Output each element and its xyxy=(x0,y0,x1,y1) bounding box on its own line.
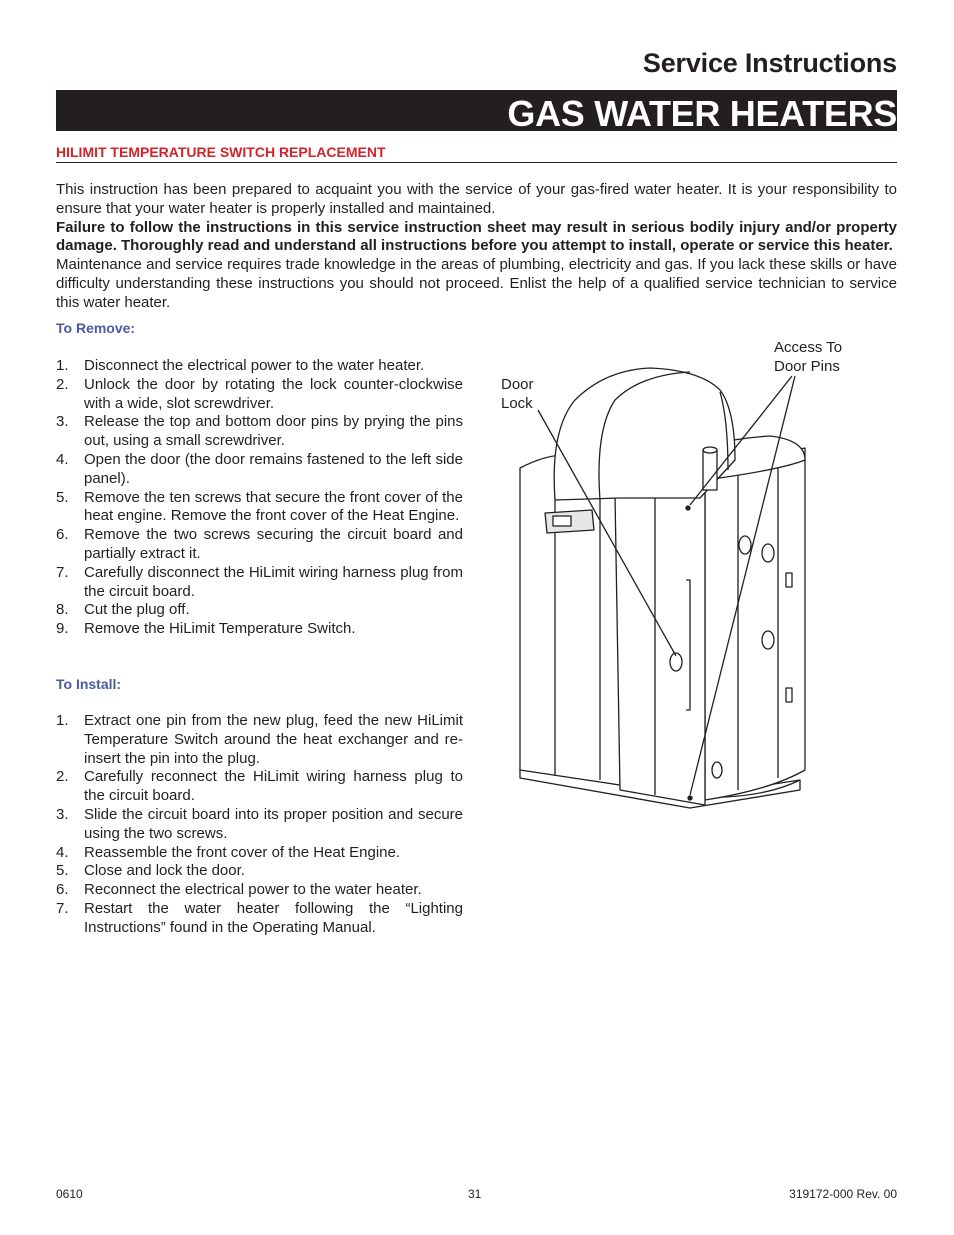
remove-step xyxy=(56,489,463,527)
install-heading: To Install: xyxy=(56,676,122,692)
intro-paragraph: This instruction has been prepared to acquaint you with the service of your gas-fired water heater. It is your responsibility to ensure that your water heater is properly installed and maintained. xyxy=(56,181,897,217)
page-number: 31 xyxy=(468,1187,482,1201)
water-heater-illustration xyxy=(480,330,843,830)
install-steps-list xyxy=(56,712,463,938)
step-text: Cut the plug off. xyxy=(84,601,190,619)
step-text: Unlock the door by rotating the lock counter-clockwise with a wide, slot screwdriver. xyxy=(84,375,463,412)
intro-text xyxy=(56,181,897,313)
step-number: 6. xyxy=(56,526,69,544)
remove-heading: To Remove: xyxy=(56,320,136,336)
remove-step xyxy=(56,376,463,414)
step-text: Remove the two screws securing the circuit board and partially extract it. xyxy=(84,526,463,562)
install-step xyxy=(56,712,463,768)
install-step xyxy=(56,806,463,844)
remove-step xyxy=(56,564,463,602)
vent-pipe xyxy=(703,450,717,490)
footer-doc-number: 319172-000 Rev. 00 xyxy=(789,1187,897,1201)
step-text: Carefully disconnect the HiLimit wiring harness plug from the circuit board. xyxy=(84,563,463,600)
step-number: 5. xyxy=(56,488,69,506)
remove-steps-list xyxy=(56,357,463,639)
step-text: Reassemble the front cover of the Heat Engine. xyxy=(84,843,401,861)
step-number: 7. xyxy=(56,899,69,917)
step-number: 2. xyxy=(56,768,69,786)
install-step xyxy=(56,881,463,900)
step-text: Release the top and bottom door pins by prying the pins out, using a small screwdriver. xyxy=(84,413,463,450)
install-step xyxy=(56,768,463,806)
warning-text: Failure to follow the instructions in this service instruction sheet may result in serious bodily injury and/or property damage. Thoroughly read and understand all instructions before you attempt to install, operate or service this heater. xyxy=(56,218,897,255)
step-number: 5. xyxy=(56,862,69,880)
step-number: 3. xyxy=(56,805,69,823)
step-text: Remove the HiLimit Temperature Switch. xyxy=(84,620,356,638)
warning-paragraph xyxy=(56,219,897,257)
page-subtitle: Service Instructions xyxy=(642,48,897,78)
section-heading: HILIMIT TEMPERATURE SWITCH REPLACEMENT xyxy=(56,144,897,163)
step-text: Disconnect the electrical power to the water heater. xyxy=(84,357,425,374)
door-lock-label-line2: Lock xyxy=(501,395,533,412)
install-step xyxy=(56,900,463,938)
step-number: 1. xyxy=(56,357,69,374)
access-pins-label-line2: Door Pins xyxy=(774,358,840,375)
step-number: 9. xyxy=(56,620,69,638)
step-number: 4. xyxy=(56,450,69,468)
door-pin-top xyxy=(686,506,690,510)
step-text: Carefully reconnect the HiLimit wiring harness plug to the circuit board. xyxy=(84,768,463,805)
step-number: 3. xyxy=(56,413,69,431)
install-step xyxy=(56,862,463,881)
step-number: 8. xyxy=(56,601,69,619)
step-number: 2. xyxy=(56,375,69,393)
remove-step xyxy=(56,526,463,564)
step-number: 7. xyxy=(56,563,69,581)
right-body xyxy=(705,448,805,800)
remove-step xyxy=(56,357,463,376)
step-text: Reconnect the electrical power to the water heater. xyxy=(84,881,422,899)
step-number: 6. xyxy=(56,881,69,899)
access-pins-label-line1: Access To xyxy=(774,339,843,356)
install-step xyxy=(56,844,463,863)
step-text: Close and lock the door. xyxy=(84,862,245,880)
door-pin-bottom xyxy=(688,796,692,800)
remove-step xyxy=(56,620,463,639)
step-text: Extract one pin from the new plug, feed the new HiLimit Temperature Switch around the heat exchanger and re-insert the pin into the plug. xyxy=(84,712,463,767)
remove-step xyxy=(56,413,463,451)
front-door xyxy=(615,488,705,805)
step-text: Restart the water heater following the “Lighting Instructions” found in the Operating Manual. xyxy=(84,899,463,936)
door-lock-label-line1: Door xyxy=(501,376,534,393)
page-title: GAS WATER HEATERS xyxy=(507,93,897,134)
step-text: Slide the circuit board into its proper position and secure using the two screws. xyxy=(84,805,463,842)
step-number: 4. xyxy=(56,843,69,861)
title-bar xyxy=(56,90,897,134)
intro-paragraph-2: Maintenance and service requires trade knowledge in the areas of plumbing, electricity and gas. If you lack these skills or have difficulty understanding these instructions you should not proceed. Enlist the help of a qualified service technician to service this water heater. xyxy=(56,256,897,311)
step-text: Remove the ten screws that secure the front cover of the heat engine. Remove the front cover of the Heat Engine. xyxy=(84,488,463,525)
remove-step xyxy=(56,601,463,620)
step-text: Open the door (the door remains fastened to the left side panel). xyxy=(84,450,463,487)
step-number: 1. xyxy=(56,712,69,729)
left-body xyxy=(520,455,620,785)
remove-step xyxy=(56,451,463,489)
footer-date-code: 0610 xyxy=(56,1187,83,1201)
